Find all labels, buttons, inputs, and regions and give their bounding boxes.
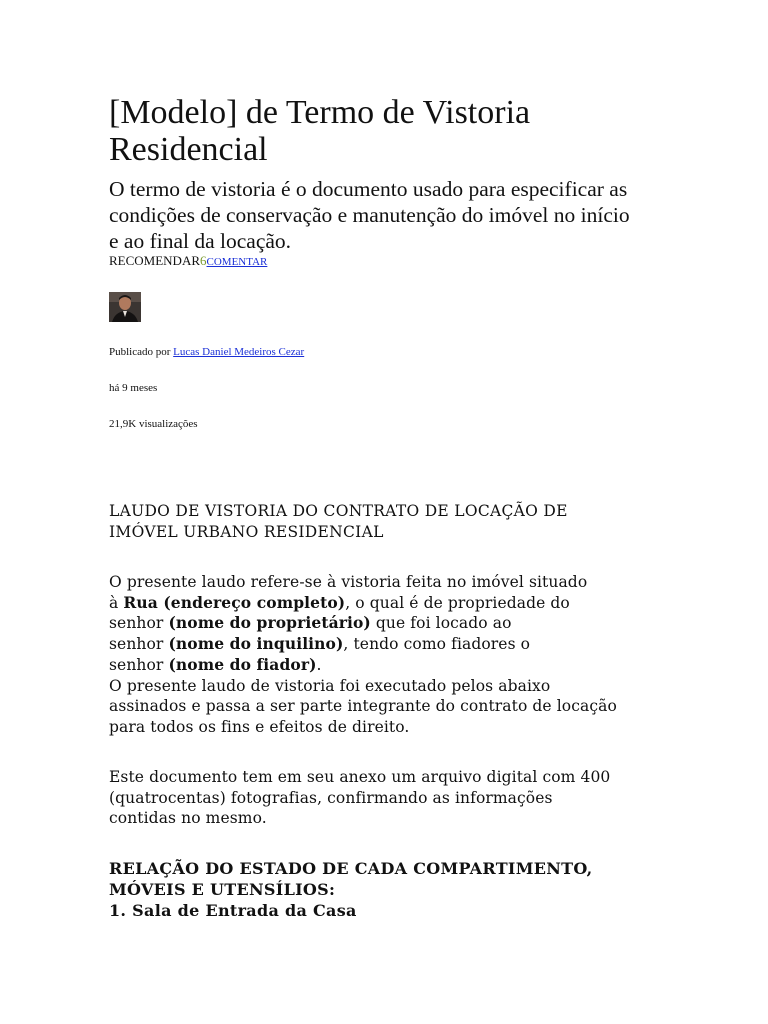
section-heading: [109, 858, 669, 921]
document-heading: [109, 501, 669, 542]
section-subheading: 1. Sala de Entrada da Casa: [109, 901, 357, 920]
comment-link[interactable]: COMENTAR: [206, 256, 268, 268]
section-heading-line-2: MÓVEIS E UTENSÍLIOS:: [109, 880, 336, 899]
document-heading-line-2: IMÓVEL URBANO RESIDENCIAL: [109, 522, 384, 541]
view-count: 21,9K visualizações: [109, 418, 198, 430]
recommend-button[interactable]: RECOMENDAR: [109, 253, 201, 268]
paragraph-1-text: , o qual é de propriedade do: [345, 593, 570, 612]
published-by: [109, 345, 304, 359]
article-title-line-2: Residencial: [109, 131, 268, 168]
author-avatar-photo: [109, 292, 141, 322]
article-title-line-1: [Modelo] de Termo de Vistoria: [109, 94, 531, 131]
document-paragraph-3: [109, 767, 669, 829]
author-avatar[interactable]: [109, 292, 141, 322]
tenant-placeholder: (nome do inquilino): [168, 634, 344, 654]
paragraph-1-text: que foi locado ao: [370, 614, 512, 633]
paragraph-1-line-1: O presente laudo refere-se à vistoria feita no imóvel situado: [109, 573, 588, 591]
paragraph-3-line-2: (quatrocentas) fotografias, confirmando as informações: [109, 788, 553, 807]
owner-placeholder: (nome do proprietário): [168, 613, 371, 633]
section-heading-line-1: RELAÇÃO DO ESTADO DE CADA COMPARTIMENTO,: [109, 859, 593, 878]
paragraph-1-text: senhor: [109, 614, 169, 633]
recommend-count: 6: [200, 253, 207, 268]
paragraph-2-line-3: para todos os fins e efeitos de direito.: [109, 717, 410, 736]
paragraph-1-text: à: [109, 593, 124, 612]
paragraph-1-text: senhor: [109, 655, 169, 674]
paragraph-1-text: , tendo como fiadores o: [343, 635, 531, 654]
published-by-prefix: Publicado por: [109, 346, 174, 358]
paragraph-2-line-2: assinados e passa a ser parte integrante do contrato de locação: [109, 697, 617, 716]
paragraph-3-line-3: contidas no mesmo.: [109, 809, 267, 828]
paragraph-3-line-1: Este documento tem em seu anexo um arquivo digital com 400: [109, 768, 611, 786]
document-paragraph-1: [109, 572, 669, 738]
article-actions: [109, 253, 267, 270]
guarantor-placeholder: (nome do fiador): [168, 654, 317, 674]
author-link[interactable]: Lucas Daniel Medeiros Cezar: [173, 346, 305, 358]
paragraph-1-text: senhor: [109, 635, 169, 654]
address-placeholder: Rua (endereço completo): [123, 592, 346, 612]
document-heading-line-1: LAUDO DE VISTORIA DO CONTRATO DE LOCAÇÃO DE: [109, 502, 568, 520]
article-title: [109, 94, 669, 168]
article-subtitle: O termo de vistoria é o documento usado para especificar as condições de conservação e manutenção do imóvel no início e ao final da locação.: [109, 177, 630, 253]
published-time: há 9 meses: [109, 382, 158, 394]
paragraph-1-text: .: [316, 655, 322, 674]
paragraph-2-line-1: O presente laudo de vistoria foi executado pelos abaixo: [109, 676, 551, 695]
